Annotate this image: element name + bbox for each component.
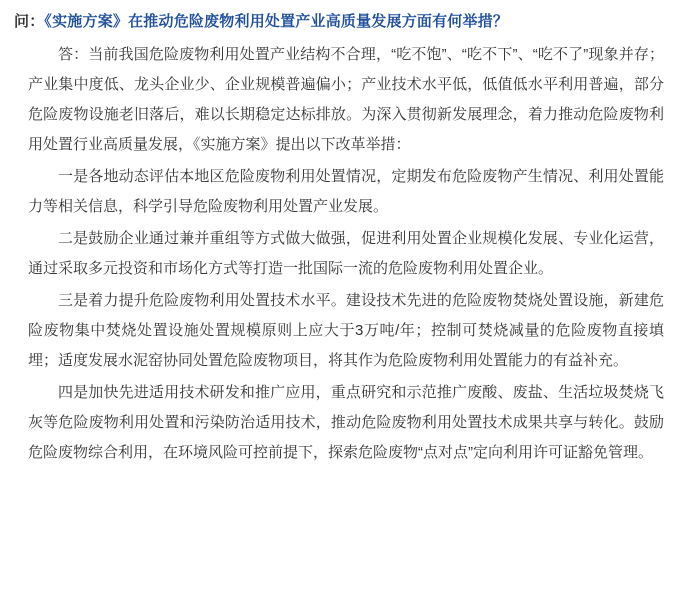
question-text: 《实施方案》在推动危险废物利用处置产业高质量发展方面有何举措？ [44,13,509,30]
answer-paragraph-1: 答：当前我国危险废物利用处置产业结构不合理，“吃不饱”、“吃不下”、“吃不了”现象并存；产业集中度低、龙头企业少、企业规模普遍偏小；产业技术水平低，低值低水平利用普遍，部分危险废物设施老旧落后，难以长期稳定达标排放。为深入贯彻新发展理念，着力推动危险废物利用处置行业高质量发展，《实施方案》提出以下改革举措： [28,46,664,153]
answer-paragraph-2: 一是各地动态评估本地区危险废物利用处置情况，定期发布危险废物产生情况、利用处置能力等相关信息，科学引导危险废物利用处置产业发展。 [28,168,664,215]
question-label: 问： [14,13,45,30]
answer-paragraph-5: 四是加快先进适用技术研发和推广应用，重点研究和示范推广废酸、废盐、生活垃圾焚烧飞灰等危险废物利用处置和污染防治适用技术，推动危险废物利用处置技术成果共享与转化。鼓励危险废物综合利用，在环境风险可控前提下，探索危险废物“点对点”定向利用许可证豁免管理。 [28,384,664,461]
answer-paragraph-3: 二是鼓励企业通过兼并重组等方式做大做强，促进利用处置企业规模化发展、专业化运营，通过采取多元投资和市场化方式等打造一批国际一流的危险废物利用处置企业。 [28,230,664,277]
answer-body [14,40,676,468]
answer-paragraph-4: 三是着力提升危险废物利用处置技术水平。建设技术先进的危险废物焚烧处置设施，新建危险废物集中焚烧处置设施处置规模原则上应大于3万吨/年；控制可焚烧减量的危险废物直接填埋；适度发展水泥窑协同处置危险废物项目，将其作为危险废物利用处置能力的有益补充。 [28,292,664,369]
question-heading [14,10,676,34]
